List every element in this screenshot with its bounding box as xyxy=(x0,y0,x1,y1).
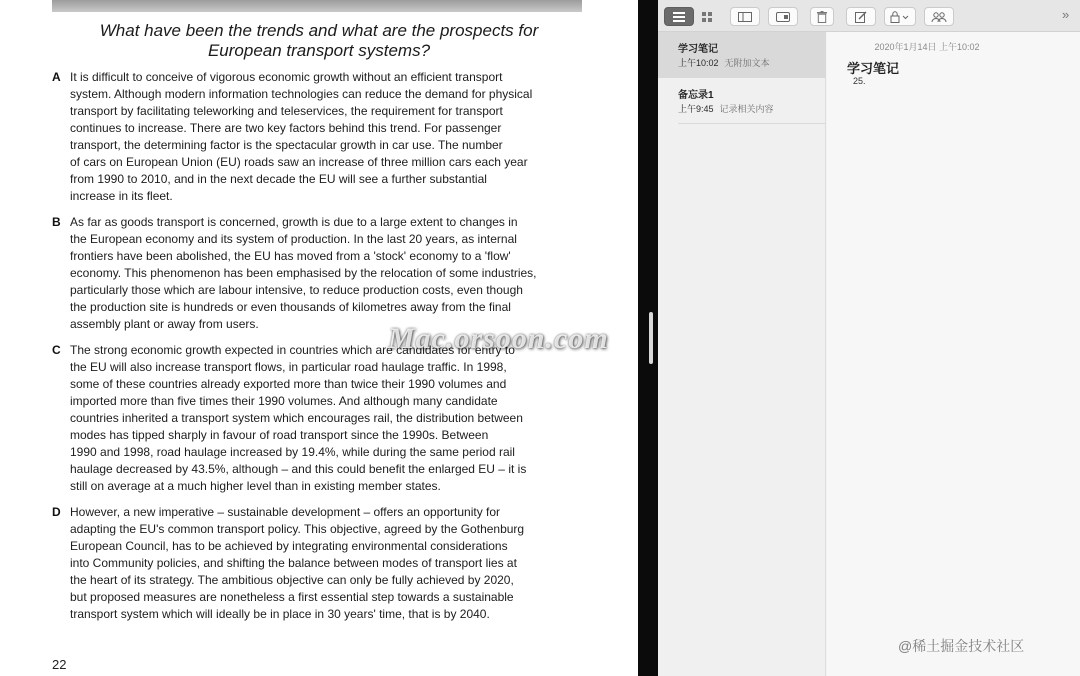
share-icon xyxy=(931,12,947,22)
paragraph-text xyxy=(70,504,582,623)
sidebar-toggle-button[interactable] xyxy=(730,7,760,26)
paragraph-line: into Community policies, and shifting the balance between modes of transport lies at xyxy=(70,556,517,570)
paragraph-line: particularly those which are labour intensive, to reduce production costs, even though xyxy=(70,283,523,297)
paragraph-line: of cars on European Union (EU) roads saw an increase of three million cars each year xyxy=(70,155,528,169)
paragraph-line: continues to increase. There are two key factors behind this trend. For passenger xyxy=(70,121,502,135)
add-people-button[interactable] xyxy=(924,7,954,26)
note-heading[interactable]: 学习笔记 xyxy=(847,61,900,76)
gallery-view-button[interactable] xyxy=(696,7,718,26)
paragraph-line: It is difficult to conceive of vigorous economic growth without an efficient transport xyxy=(70,70,503,84)
paragraph-line: system. Although modern information technologies can reduce the demand for physical xyxy=(70,87,533,101)
note-title: 学习笔记 xyxy=(678,44,718,55)
paragraph-line: The strong economic growth expected in countries which are candidates for entry to xyxy=(70,343,515,357)
note-list-item[interactable] xyxy=(658,78,826,124)
paragraph-line: haulage decreased by 43.5%, although – and this could benefit the enlarged EU – it is xyxy=(70,462,527,476)
paragraph-line: but proposed measures are nonetheless a first essential step towards a sustainable xyxy=(70,590,514,604)
delete-button[interactable] xyxy=(810,7,834,26)
paragraph-text xyxy=(70,342,582,495)
gallery-view-icon xyxy=(702,12,712,22)
paragraph-line: frontiers have been abolished, the EU has moved from a 'stock' economy to a 'flow' xyxy=(70,249,511,263)
paragraph-text xyxy=(70,69,582,205)
compose-icon xyxy=(855,11,867,23)
paragraph-line: modes has tipped sharply in favour of road transport since the 1990s. Between xyxy=(70,428,489,442)
document-title-line: What have been the trends and what are the prospects for xyxy=(99,21,539,40)
note-body[interactable]: 25. xyxy=(853,76,866,86)
new-note-button[interactable] xyxy=(846,7,876,26)
lock-note-button[interactable] xyxy=(884,7,916,26)
paragraph-line: some of these countries already exported more than twice their 1990 volumes and xyxy=(70,377,507,391)
note-time: 上午9:45 xyxy=(678,104,714,114)
paragraph-line: 1990 and 1998, road haulage increased by 19.4%, while during the same period rail xyxy=(70,445,515,459)
document-title xyxy=(0,21,638,61)
paragraph-text xyxy=(70,214,582,333)
paragraph-line: transport by facilitating teleworking and teleservices, the requirement for transport xyxy=(70,104,503,118)
paragraph-line: the EU will also increase transport flows, in particular road haulage traffic. In 1998, xyxy=(70,360,507,374)
paragraph-letter: D xyxy=(52,505,61,519)
paragraph-line: assembly plant or away from users. xyxy=(70,317,259,331)
divider-handle[interactable] xyxy=(649,312,653,364)
paragraph-line: transport, the determining factor is the spectacular growth in car use. The number xyxy=(70,138,503,152)
paragraph-letter: A xyxy=(52,70,61,84)
paragraph-line: imported more than five times their 1990 volumes. And although many candidate xyxy=(70,394,498,408)
notes-list xyxy=(658,32,826,676)
trash-icon xyxy=(817,11,827,23)
paragraph-letter: C xyxy=(52,343,61,357)
list-separator xyxy=(678,123,826,124)
attachments-icon xyxy=(776,12,790,22)
toolbar-overflow-button[interactable]: » xyxy=(1062,7,1070,22)
note-list-item[interactable] xyxy=(658,32,826,78)
notes-app-window xyxy=(658,0,1080,676)
document-header-bar xyxy=(52,0,582,12)
paragraph-line: However, a new imperative – sustainable development – offers an opportunity for xyxy=(70,505,501,519)
page-number: 22 xyxy=(52,657,67,672)
paragraph-line: from 1990 to 2010, and in the next decade the EU will see a further substantial xyxy=(70,172,487,186)
paragraph-line: the European economy and its system of production. In the last 20 years, as internal xyxy=(70,232,517,246)
paragraph-line: increase in its fleet. xyxy=(70,189,173,203)
list-view-button[interactable] xyxy=(664,7,694,26)
sidebar-icon xyxy=(738,12,752,22)
note-meta xyxy=(678,56,770,69)
paragraph-letter: B xyxy=(52,215,61,229)
paragraph-line: European Council, has to be achieved by integrating environmental considerations xyxy=(70,539,508,553)
paragraph-line: transport system which will ideally be in place in 30 years' time, that is by 2040. xyxy=(70,607,490,621)
note-date: 2020年1月14日 上午10:02 xyxy=(874,42,980,52)
paragraph-line: the production site is hundreds or even thousands of kilometres away from the final xyxy=(70,300,511,314)
paragraph-line: the heart of its strategy. The ambitious objective can only be fully achieved by 2020, xyxy=(70,573,514,587)
note-preview: 无附加文本 xyxy=(724,58,770,68)
notes-toolbar xyxy=(658,0,1080,32)
list-view-icon xyxy=(673,12,685,22)
paragraph-line: countries inherited a transport system which encourages rail, the distribution between xyxy=(70,411,523,425)
note-meta xyxy=(678,102,774,115)
paragraph-line: still on average at a much higher level than in existing member states. xyxy=(70,479,441,493)
document-title-line: European transport systems? xyxy=(207,41,431,60)
note-title: 备忘录1 xyxy=(678,90,714,101)
paragraph-line: economy. This phenomenon has been emphasised by the relocation of some industries, xyxy=(70,266,537,280)
note-time: 上午10:02 xyxy=(678,58,719,68)
paragraph-line: adapting the EU's common transport policy. This objective, agreed by the Gothenburg xyxy=(70,522,525,536)
paragraph-line: As far as goods transport is concerned, growth is due to a large extent to changes in xyxy=(70,215,518,229)
site-watermark-overlay: Mac.orsoon.com xyxy=(388,322,609,355)
split-view-divider[interactable] xyxy=(638,0,658,676)
note-preview: 记录相关内容 xyxy=(719,104,774,114)
source-watermark: @稀土掘金技术社区 xyxy=(898,638,1025,654)
attachments-button[interactable] xyxy=(768,7,798,26)
note-editor[interactable] xyxy=(827,32,1080,676)
lock-icon xyxy=(890,11,910,23)
